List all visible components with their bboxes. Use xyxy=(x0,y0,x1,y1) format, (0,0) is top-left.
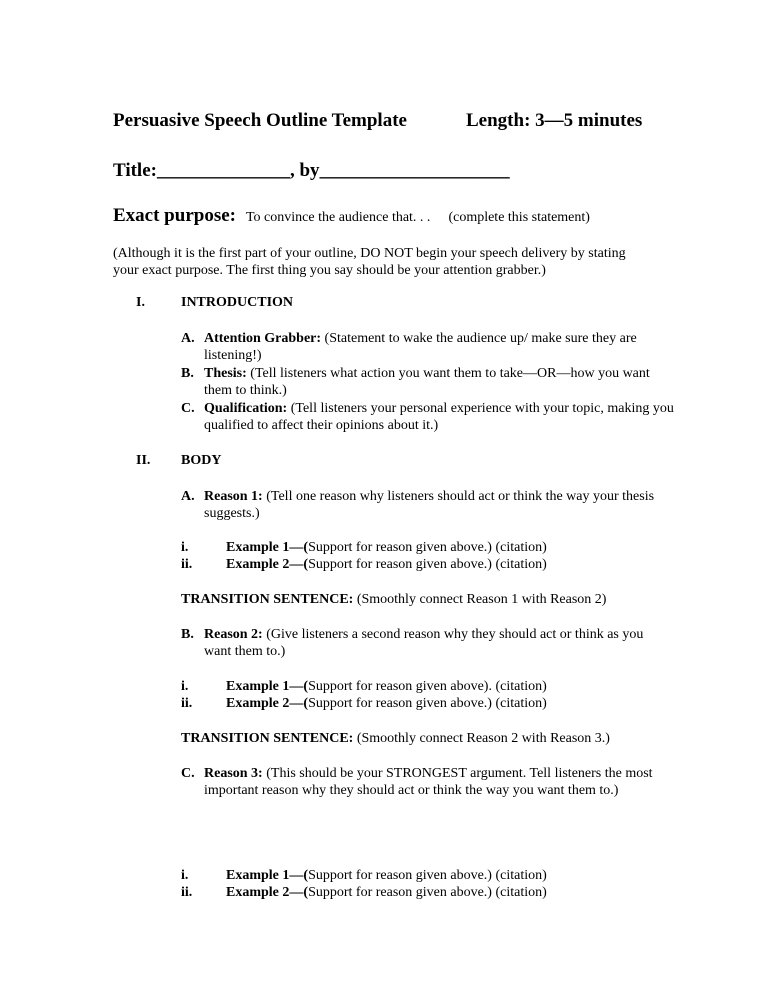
purpose-note: (complete this statement) xyxy=(448,210,590,225)
example-row: i. Example 1—(Support for reason given above.) (citation) xyxy=(181,540,547,555)
list-item-qualification: C. Qualification: (Tell listeners your personal experience with your topic, making you qualified to affect their opinions about it.) xyxy=(181,401,674,433)
by-label: , by xyxy=(289,160,320,181)
example-row: i. Example 1—(Support for reason given above.) (citation) xyxy=(181,868,547,883)
purpose-text: To convince the audience that. . . xyxy=(245,210,431,225)
list-item-reason-1: A. Reason 1: (Tell one reason why listeners should act or think the way your thesis suggests.) xyxy=(181,489,655,521)
author-blank: ____________________ xyxy=(319,160,510,181)
speech-length: Length: 3—5 minutes xyxy=(466,110,643,131)
exact-purpose xyxy=(113,205,590,227)
section-heading-body: BODY xyxy=(181,453,222,468)
transition-sentence-2: TRANSITION SENTENCE: (Smoothly connect Reason 2 with Reason 3.) xyxy=(181,731,610,746)
section-heading-introduction: INTRODUCTION xyxy=(181,295,294,310)
list-item-reason-3: C. Reason 3: (This should be your STRONGEST argument. Tell listeners the most important reason why they should act or think the way you want them to.) xyxy=(181,766,653,798)
title-label: Title: xyxy=(113,160,157,181)
purpose-label: Exact purpose: xyxy=(113,205,236,226)
list-item-reason-2: B. Reason 2: (Give listeners a second reason why they should act or think as you want them to.) xyxy=(181,627,644,659)
example-row: ii. Example 2—(Support for reason given above.) (citation) xyxy=(181,885,547,900)
example-row: ii. Example 2—(Support for reason given above.) (citation) xyxy=(181,696,547,711)
intro-note-line-2: your exact purpose. The first thing you say should be your attention grabber.) xyxy=(113,263,546,278)
section-numeral-body: II. xyxy=(136,453,151,468)
list-item-thesis: B. Thesis: (Tell listeners what action you want them to take—OR—how you want them to think.) xyxy=(181,366,650,398)
title-line xyxy=(113,160,510,182)
example-row: ii. Example 2—(Support for reason given above.) (citation) xyxy=(181,557,547,572)
example-row: i. Example 1—(Support for reason given above). (citation) xyxy=(181,679,547,694)
list-item-attention-grabber: A. Attention Grabber: (Statement to wake the audience up/ make sure they are listening!) xyxy=(181,331,637,363)
section-numeral-introduction: I. xyxy=(136,295,145,310)
intro-note-line-1: (Although it is the first part of your outline, DO NOT begin your speech delivery by stating xyxy=(113,246,626,261)
title-blank: ______________ xyxy=(156,160,290,181)
document-title: Persuasive Speech Outline Template xyxy=(113,110,407,131)
transition-sentence-1: TRANSITION SENTENCE: (Smoothly connect Reason 1 with Reason 2) xyxy=(181,592,607,607)
